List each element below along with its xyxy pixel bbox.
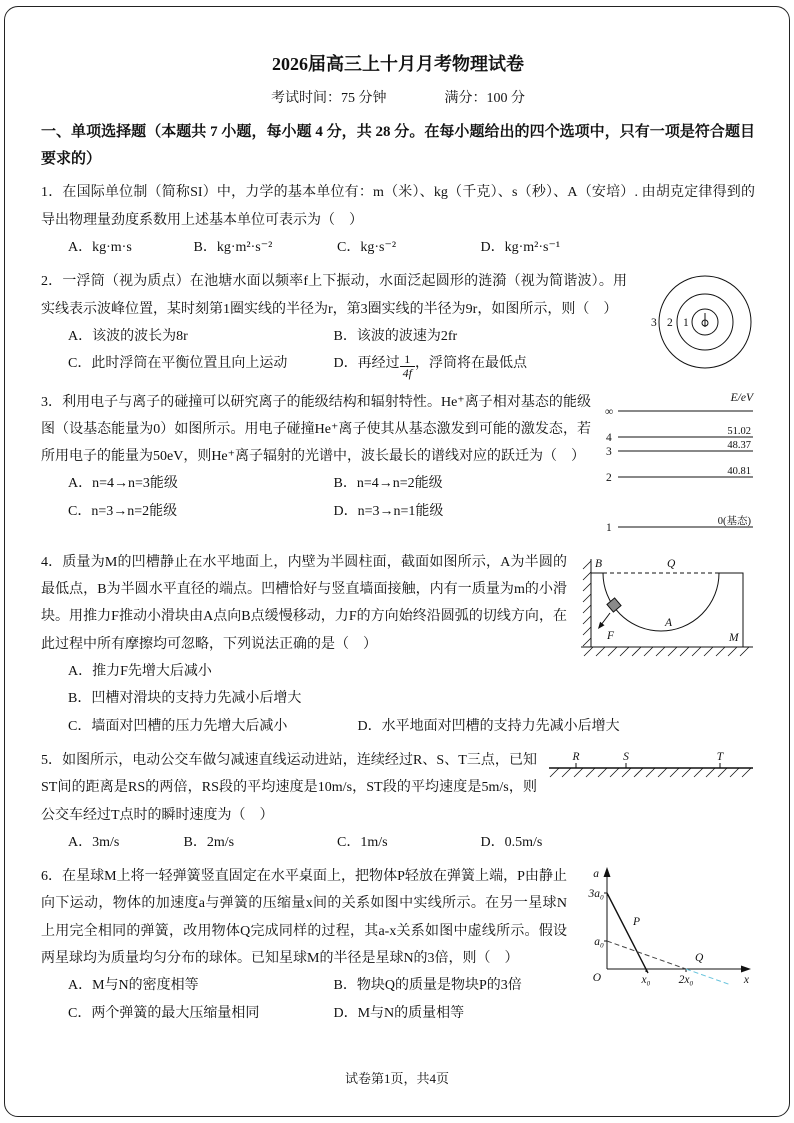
q6-origin-label: O (592, 972, 601, 985)
q4-option-b: B．凹槽对滑块的支持力先减小后增大 (68, 691, 302, 707)
exam-time: 考试时间：75 分钟 (271, 91, 387, 106)
q5-point-t-label: T (716, 750, 724, 763)
q1-option-a: A．kg·m·s (68, 239, 132, 255)
question-3 (41, 389, 755, 534)
q3-energy-unit-label: E/eV (730, 391, 753, 404)
q6-option-b: B．物块Q的质量是物块P的3倍 (333, 978, 522, 994)
question-1 (41, 179, 755, 261)
q3-level-2-energy: 40.81 (727, 465, 751, 477)
q4-mass-m-label: M (729, 631, 739, 644)
q6-options-row-2 (41, 1000, 755, 1027)
q5-road-figure (549, 749, 755, 793)
q6-y-axis-label: a (593, 868, 599, 881)
fraction: $\frac{1}{4f}$ (400, 353, 415, 379)
q5-option-c: C．1m/s (337, 834, 388, 850)
q1-options (41, 234, 755, 261)
q1-option-d: D．kg·m²·s⁻¹ (480, 239, 561, 255)
q3-level-4-energy: 51.02 (727, 425, 751, 437)
wall-hatching (583, 561, 591, 646)
q5-point-r-label: R (572, 750, 580, 763)
q5-option-b: B．2m/s (183, 834, 235, 850)
q2-option-c: C．此时浮筒在平衡位置且向上运动 (68, 356, 288, 372)
q4-groove-figure (579, 551, 755, 675)
ground-hatching (584, 647, 749, 656)
q5-options (41, 829, 755, 856)
q4-point-b-label: B (595, 557, 603, 570)
q4-options-row-2 (41, 713, 755, 740)
q6-p-line-label: P (633, 916, 641, 929)
q3-level-3: 3 (606, 445, 612, 458)
force-f-arrow (601, 613, 610, 625)
q5-option-d: D．0.5m/s (480, 834, 543, 850)
question-5 (41, 747, 755, 856)
ring-label-2: 2 (667, 317, 673, 330)
q6-option-c: C．两个弹簧的最大压缩量相同 (68, 1005, 260, 1021)
q2-ripples-figure (639, 270, 755, 384)
page-content (41, 0, 755, 1027)
q6-option-a: A．M与N的密度相等 (68, 978, 199, 994)
q1-stem: 1．在国际单位制（简称SI）中，力学的基本单位有：m（米）、kg（千克）、s（秒）、A（安培）. 由胡克定律得到的导出物理量劲度系数用上述基本单位可表示为（ ） (41, 185, 755, 228)
q2-stem: 2．一浮筒（视为质点）在池塘水面以频率f上下振动，水面泛起圆形的涟漪（视为简谐波）。用实线表示波峰位置，某时刻第1圈实线的半径为r，第3圈实线的半径为9r，如图所示，则（ ） (41, 274, 627, 317)
q3-level-1-energy: 0(基态) (717, 515, 751, 527)
q4-force-f-label: F (607, 629, 615, 642)
q1-option-b: B．kg·m²·s⁻² (193, 239, 273, 255)
q3-option-d: D．n=3→n=1能级 (333, 503, 444, 519)
q2-option-a: A．该波的波长为8r (68, 328, 188, 344)
q3-option-b: B．n=4→n=2能级 (333, 476, 443, 492)
page-number: 试卷第1页，共4页 (344, 1071, 449, 1086)
exam-info (41, 87, 755, 107)
q3-level-inf: ∞ (605, 405, 614, 418)
q6-stem: 6．在星球M上将一轻弹簧竖直固定在水平桌面上，把物体P轻放在弹簧上端，P由静止向下运动，物体的加速度a与弹簧的压缩量x间的关系如图中实线所示。在另一星球N上用完全相同的弹簧，改用物体Q完成同样的过程，其a-x关系如图中虚线所示。假设两星球均为质量均匀分布的球体。已知星球M的半径是星球N的3倍，则（ ） (41, 869, 567, 967)
ring-label-3: 3 (651, 317, 657, 330)
road-hatching (550, 768, 751, 777)
q5-option-a: A．3m/s (68, 834, 120, 850)
q3-stem: 3．利用电子与离子的碰撞可以研究离子的能级结构和辐射特性。He⁺离子相对基态的能级图（设基态能量为0）如图所示。用电子碰撞He⁺离子使其从基态激发到可能的激发态，若所用电子的能量为50eV，则He⁺离子辐射的光谱中，波长最长的谱线对应的跃迁为（ ） (41, 394, 591, 465)
q6-option-d: D．M与N的质量相等 (333, 1005, 465, 1021)
q4-option-c: C．墙面对凹槽的压力先增大后减小 (68, 718, 288, 734)
q1-option-c: C．kg·s⁻² (337, 239, 397, 255)
q5-point-s-label: S (623, 750, 629, 763)
q4-option-d: D．水平地面对凹槽的支持力先减小后增大 (357, 718, 620, 734)
q4-option-a: A．推力F先增大后减小 (68, 664, 212, 680)
question-2 (41, 268, 755, 379)
q3-level-4: 4 (606, 431, 612, 444)
p-solid-line (607, 893, 648, 973)
q6-ytick-3a0: 3a₀ (588, 888, 604, 901)
q2-option-d: D．再经过 $\frac{1}{4f}$ ，浮筒将在最低点 (333, 352, 527, 380)
section-header: 一、单项选择题（本题共 7 小题，每小题 4 分，共 28 分。在每小题给出的四个选项中，只有一项是符合题目要求的） (41, 124, 755, 167)
q6-acceleration-graph-figure (579, 865, 755, 1001)
q3-level-2: 2 (606, 471, 612, 484)
q6-x-axis-label: x (743, 974, 749, 987)
q3-level-3-energy: 48.37 (727, 439, 751, 451)
q3-option-c: C．n=3→n=2能级 (68, 503, 178, 519)
q6-xtick-2x0: 2x₀ (678, 974, 694, 987)
page-title: 2026届高三上十月月考物理试卷 (272, 54, 524, 74)
q4-stem: 4．质量为M的凹槽静止在水平地面上，内壁为半圆柱面，截面如图所示，A为半圆的最低点，B为半圆水平直径的端点。凹槽恰好与竖直墙面接触，内有一质量为m的小滑块。用推力F推动小滑块由A点向B点缓慢移动，力F的方向始终沿圆弧的切线方向，在此过程中所有摩擦均可忽略，下列说法正确的是（ ） (41, 554, 567, 652)
q3-option-a: A．n=4→n=3能级 (68, 476, 178, 492)
question-4 (41, 549, 755, 740)
q-dashed-line (607, 941, 686, 969)
q6-ytick-a0: a₀ (594, 936, 604, 949)
q6-q-line-label: Q (695, 952, 704, 965)
q3-energy-levels-figure (603, 391, 755, 545)
q4-point-q-label: Q (667, 557, 676, 570)
question-6 (41, 863, 755, 1027)
q4-point-a-label: A (665, 616, 673, 629)
full-score: 满分：100 分 (444, 91, 525, 106)
ring-label-1: 1 (683, 317, 689, 330)
q5-stem: 5．如图所示，电动公交车做匀减速直线运动进站，连续经过R、S、T三点，已知ST间的距离是RS的两倍，RS段的平均速度是10m/s，ST段的平均速度是5m/s，则公交车经过T点时的瞬时速度为（ ） (41, 752, 537, 823)
q6-xtick-x0: x₀ (641, 974, 651, 987)
q3-level-1: 1 (606, 521, 612, 534)
q2-option-b: B．该波的波速为2fr (333, 328, 458, 344)
